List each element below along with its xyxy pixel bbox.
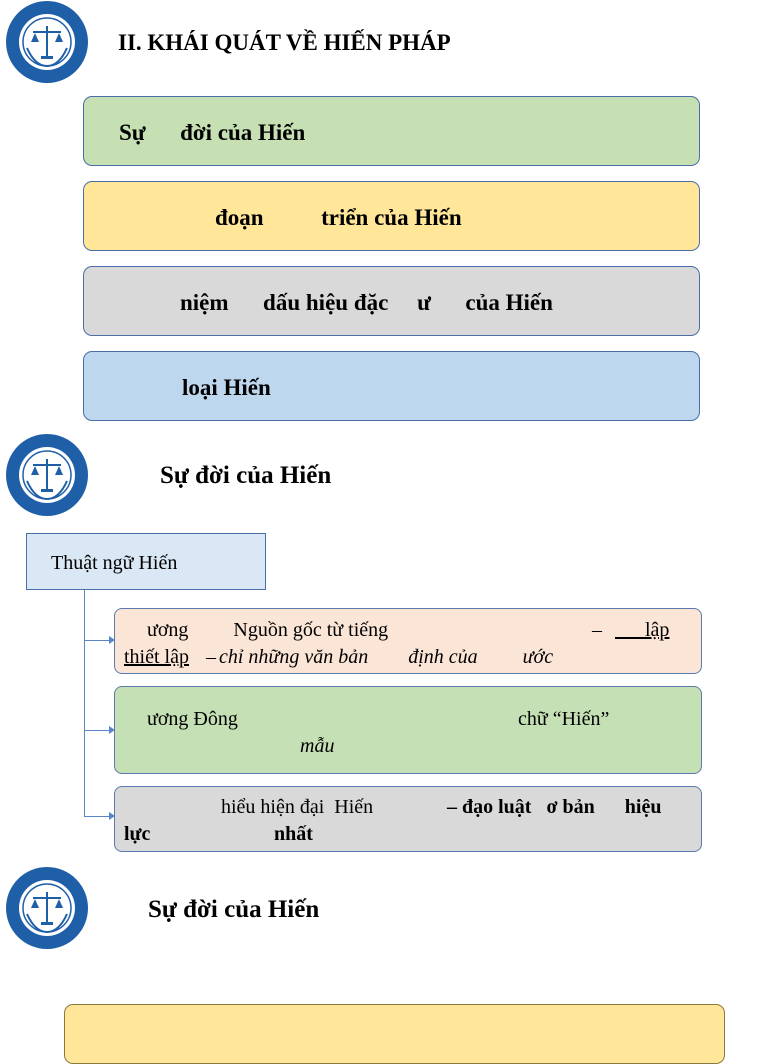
west-term: lập [615,619,670,641]
west-dash: – [592,619,602,641]
modern-line2b: nhất [274,823,313,845]
modern-line1: hiểu hiện đại Hiến [221,796,374,818]
modern-line2a: lực [124,823,151,845]
modern-meaning-box[interactable] [114,786,702,852]
topic-label: niệm dấu hiệu đặc ư của Hiến [180,290,553,315]
faculty-logo [5,433,89,517]
topic-box-development[interactable] [83,181,700,251]
faculty-logo [5,0,89,84]
slide1-title: II. KHÁI QUÁT VỀ HIẾN PHÁP [118,30,451,55]
topic-label: đoạn triển của Hiến [215,205,462,230]
connector-line [84,590,85,816]
topic-box-types[interactable] [83,351,700,421]
west-dash2: – [201,646,221,668]
content-box-partial [64,1004,725,1064]
scales-of-justice-icon [5,866,89,950]
term-box-label: Thuật ngữ Hiến [51,552,178,574]
west-definition: chỉ những văn bản định của ước [219,646,554,668]
east-origin-box[interactable] [114,686,702,774]
topic-box-concept[interactable] [83,266,700,336]
topic-label: loại Hiến [182,375,271,400]
term-box [26,533,266,590]
east-line1: ương Đông [147,708,238,730]
connector-line [84,640,110,641]
topic-label: Sự đời của Hiến [119,120,306,145]
connector-line [84,816,110,817]
scales-of-justice-icon [5,0,89,84]
slide2-title: Sự đời của Hiến [160,462,332,489]
east-hien-char: chữ “Hiến” [518,708,610,730]
topic-box-birth[interactable] [83,96,700,166]
faculty-logo [5,866,89,950]
scales-of-justice-icon [5,433,89,517]
west-origin-box[interactable] [114,608,702,674]
west-line1: ương Nguồn gốc từ tiếng [147,619,389,641]
connector-line [84,730,110,731]
east-line2: mẫu [300,735,335,757]
slide3-title: Sự đời của Hiến [148,896,320,923]
west-term-meaning: thiết lập [124,646,189,668]
modern-definition: – đạo luật ơ bản hiệu [447,796,662,818]
